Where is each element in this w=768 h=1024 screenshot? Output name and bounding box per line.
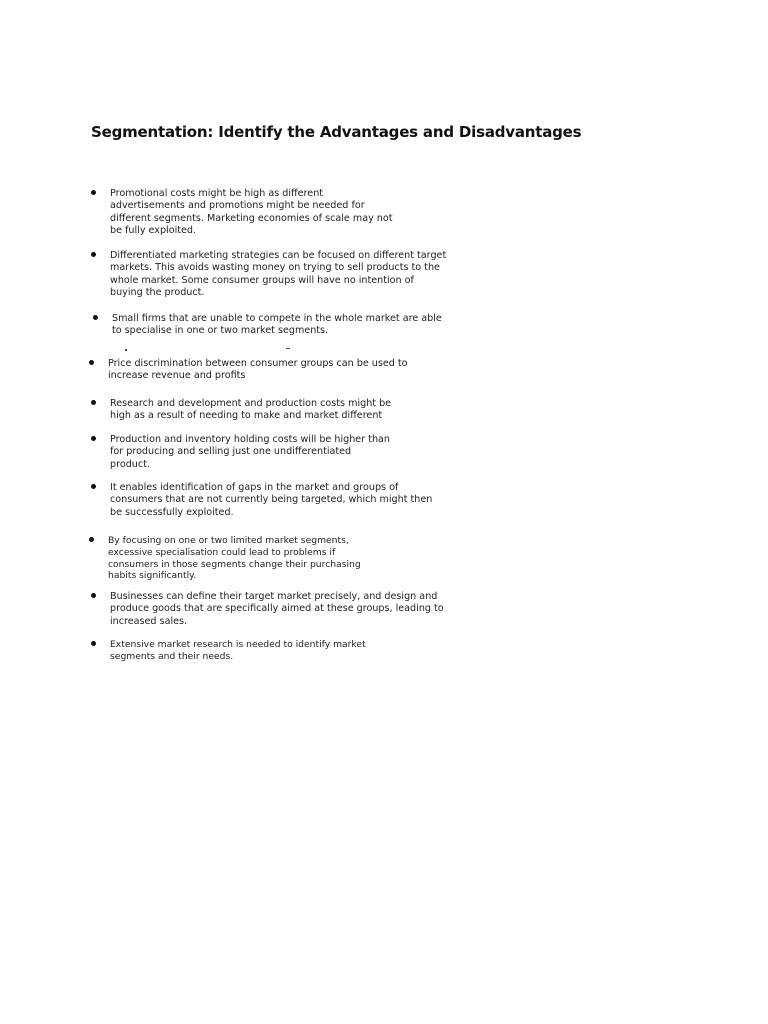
list-item [93, 313, 513, 338]
list-item [91, 591, 511, 628]
bullet-icon [91, 400, 96, 405]
bullet-icon [91, 252, 96, 257]
bullet-icon [89, 537, 94, 542]
list-item [91, 482, 511, 519]
bullet-icon [91, 190, 96, 195]
list-item [91, 188, 491, 238]
page-title: Segmentation: Identify the Advantages and Disadvantages [91, 123, 582, 141]
list-item [89, 358, 509, 383]
list-item-text: By focusing on one or two limited market segments, excessive specialisation could lead to problems if consumers in those segments change their purchasing habits significantly. [108, 535, 361, 582]
bullet-icon [91, 436, 96, 441]
bullet-icon [93, 315, 98, 320]
bullet-icon [91, 593, 96, 598]
bullet-icon [91, 641, 96, 646]
stray-mark [286, 348, 290, 349]
list-item-text: Promotional costs might be high as different advertisements and promotions might be needed for different segments. Marketing economies of scale may not be fully exploited. [110, 188, 393, 237]
list-item [91, 398, 511, 423]
list-item-text: Extensive market research is needed to identify market segments and their needs. [110, 639, 366, 663]
list-item [91, 434, 511, 471]
stray-mark [125, 349, 127, 351]
bullet-icon [89, 360, 94, 365]
list-item-text: It enables identification of gaps in the market and groups of consumers that are not currently being targeted, which might then be successfully exploited. [110, 482, 433, 518]
list-item [89, 535, 509, 582]
list-item-text: Research and development and production costs might be high as a result of needing to make and market different [110, 398, 392, 422]
list-item-text: Businesses can define their target market precisely, and design and produce goods that are specifically aimed at these groups, leading to increased sales. [110, 591, 444, 627]
list-item-text: Price discrimination between consumer groups can be used to increase revenue and profits [108, 358, 408, 382]
list-item-text: Small firms that are unable to compete in the whole market are able to specialise in one or two market segments. [112, 313, 442, 337]
list-item [91, 250, 511, 300]
bullet-icon [91, 484, 96, 489]
list-item-text: Production and inventory holding costs will be higher than for producing and selling just one undifferentiated product. [110, 434, 390, 470]
list-item [91, 639, 511, 664]
list-item-text: Differentiated marketing strategies can be focused on different target markets. This avoids wasting money on trying to sell products to the whole market. Some consumer groups will have no intention of buying the product. [110, 250, 447, 299]
